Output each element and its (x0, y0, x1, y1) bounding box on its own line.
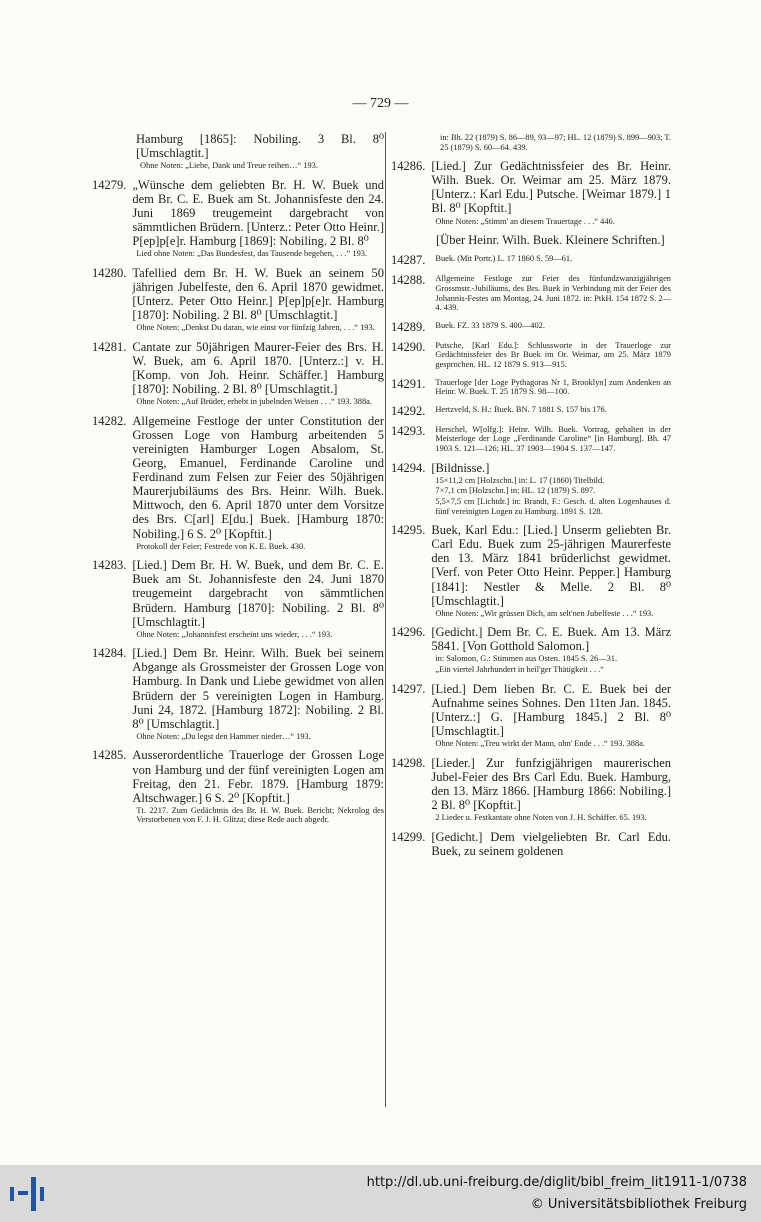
entry-body (136, 132, 384, 172)
entry-note: Hertzveld, S. H.: Buek. BN. 7 1881 S. 157 bis 176. (435, 404, 607, 414)
bibliography-entry (391, 461, 671, 517)
entry-note: Protokoll der Feier; Festrede von K. E. Buek. 430. (136, 541, 306, 551)
bibliography-entry (92, 178, 384, 260)
entry-number: 14282. (92, 413, 127, 428)
entry-body (431, 159, 671, 227)
bibliography-entry (391, 273, 671, 313)
entry-body (132, 748, 384, 826)
entry-text: [Lied.] Dem Br. H. W. Buek, und dem Br. C. E. Buek am St. Johannisfeste den 24. Juni 1870 treugemeint dargebracht von sämmtlichen Brüdern. Hamburg [1870]: Nobiling. 2 Bl. 8⁰ [Umschlagtit.] (132, 558, 384, 629)
bibliography-entry (391, 233, 671, 247)
bibliography-entry (92, 748, 384, 826)
entry-note: 7×7,1 cm [Holzschn.] in: HL. 12 (1879) S. 897. (435, 486, 596, 496)
entry-note: Trauerloge [der Loge Pythagoras Nr 1, Brooklyn] zum Andenken an Heinr. W. Buek. T. 25 1879 S. 98—100. (435, 377, 671, 397)
entry-text: [Gedicht.] Dem vielgeliebten Br. Carl Edu. Buek, zu seinem goldenen (431, 829, 671, 858)
bibliography-entry (391, 253, 671, 267)
entry-text: [Lied.] Zur Gedächtnissfeier des Br. Heinr. Wilh. Buek. Or. Weimar am 25. März 1879. [Unterz.: Karl Edu.] Putsche. [Weimar 1879.] 1 Bl. 8⁰ [Kopftit.] (431, 159, 671, 216)
entry-note: in: Bh. 22 (1879) S. 86—89, 93—97; HL. 12 (1879) S. 899—903; T. 25 (1879) S. 60—64. 439. (440, 133, 671, 152)
bibliography-entry (391, 404, 671, 418)
entry-body (436, 233, 671, 247)
entry-number: 14298. (391, 755, 426, 770)
entry-note: Lied ohne Noten: „Das Bundesfest, das Tausende begehen, . . .“ 193. (136, 249, 368, 259)
entry-body (431, 830, 671, 858)
bibliography-entry (92, 266, 384, 334)
bibliography-entry (391, 625, 671, 675)
entry-number: 14293. (391, 423, 426, 438)
bibliography-entry (391, 830, 671, 858)
entry-number: 14286. (391, 159, 426, 174)
bibliography-entry (391, 377, 671, 398)
entry-note: Ohne Noten: „Denkst Du daran, wie einst vor fünfzig Jahren, . . .“ 193. (136, 323, 375, 333)
entry-number: 14296. (391, 625, 426, 640)
entry-number: 14294. (391, 460, 426, 475)
entry-text: Ausserordentliche Trauerloge der Grossen Loge von Hamburg und der fünf vereinigten Logen am Freitag, den 21. Febr. 1879. [Hamburg 1879: Altschwager.] 6 S. 2⁰ [Kopftit.] (132, 748, 384, 805)
entry-text: [Bildnisse.] (431, 460, 490, 475)
entry-body (431, 404, 671, 418)
bibliography-entry (391, 523, 671, 619)
source-url-link[interactable]: http://dl.ub.uni-freiburg.de/diglit/bibl_freim_lit1911-1/0738 (366, 1175, 747, 1190)
entry-note: Herschel, W[olfg.]: Heinr. Wilh. Buek. Vortrag, gehalten in der Meisterloge der Loge „Ferdinande Caroline“ [in Hamburg]. Bh. 47 1903 S. 121—126; HL. 37 1903—1904 S. 137—147. (435, 424, 671, 454)
bibliography-entry (391, 756, 671, 824)
bibliography-entry (391, 320, 671, 334)
entry-text: [Lieder.] Zur funfzigjährigen maurerischen Jubel-Feier des Brs Carl Edu. Buek. Hamburg, den 13. März 1866. [Hamburg 1866: Nobiling.] 2 Bl. 8⁰ [Kopftit.] (431, 755, 671, 812)
bibliography-entry (92, 340, 384, 408)
entry-body (431, 340, 671, 371)
entry-note: Ohne Noten: „Auf Brüder, erhebt in jubelnden Weisen . . .“ 193. 388a. (136, 397, 372, 407)
entry-body (431, 625, 671, 675)
entry-number: 14297. (391, 681, 426, 696)
entry-number: 14284. (92, 646, 127, 661)
library-logo-icon (10, 1177, 44, 1211)
entry-body (132, 266, 384, 334)
entry-text: Allgemeine Festloge der unter Constitution der Grossen Loge von Hamburg arbeitenden 5 vereinigten Hamburger Logen Absalom, St. Georg, Emanuel, Ferdinande Caroline und Ferdinand zum Felsen zur Feier des 50jährigen Maurerjubiläums des Brs. Heinr. Wilh. Buek. Mittwoch, den 6. April 1870 unter dem Vorsitze des Brs. C[arl] E[du.] Buek. [Hamburg 1870: Nobiling.] 6 S. 2⁰ [Kopftit.] (132, 413, 384, 541)
bibliography-entry (391, 340, 671, 371)
left-column (92, 132, 384, 832)
copyright-notice: © Universitätsbibliothek Freiburg (530, 1197, 747, 1212)
bibliography-entry (391, 159, 671, 227)
entry-note: Buek. FZ. 33 1879 S. 400—402. (435, 320, 545, 330)
entry-body (431, 461, 671, 517)
entry-text: [Gedicht.] Dem Br. C. E. Buek. Am 13. März 5841. [Von Gotthold Salomon.] (431, 625, 671, 654)
entry-number: 14295. (391, 523, 426, 538)
entry-body (431, 424, 671, 455)
entry-note: 2 Lieder u. Festkantate ohne Noten von J. H. Schäffer. 65. 193. (435, 813, 647, 822)
entry-body (132, 558, 384, 640)
entry-note: Ohne Noten: „Du legst den Hammer nieder…“ 193. (136, 731, 311, 741)
bibliography-entry (92, 558, 384, 640)
entry-text: Hamburg [1865]: Nobiling. 3 Bl. 8⁰ [Umschlagtit.] (136, 132, 384, 161)
entry-number: 14289. (391, 319, 426, 334)
entry-body (132, 414, 384, 552)
entry-note: 5,5×7,5 cm [Lichtdr.] in: Brandt, F.: Gesch. d. alten Logenhauses d. fünf vereinigten Logen zu Hamburg. 1891 S. 128. (435, 496, 671, 516)
entry-number: 14291. (391, 376, 426, 391)
entry-body (431, 523, 671, 619)
entry-note: „Ein viertel Jahrhundert in heil'ger Thätigkeit . . .“ (435, 665, 604, 675)
entry-note: Allgemeine Festloge zur Feier des fünfundzwanzigjährigen Grossmstr.-Jubiläums, des Brs. Buek in Verbindung mit der Feier des Johannis-Festes am Montag, 24. Juni 1872. in: PtkH. 154 1872 S. 2—4. 439. (435, 274, 671, 313)
entry-number: 14290. (391, 339, 426, 354)
entry-note: Ohne Noten: „Liebe, Dank und Treue reihen…“ 193. (140, 161, 318, 171)
entry-text: [Über Heinr. Wilh. Buek. Kleinere Schriften.] (436, 233, 665, 248)
entry-note: Ohne Noten: „Johannisfest erscheint uns wieder, . . .“ 193. (136, 629, 333, 639)
entry-text: [Lied.] Dem lieben Br. C. E. Buek bei der Aufnahme seines Sohnes. Den 11ten Jan. 1845. [Unterz.:] G. [Hamburg 1845.] 2 Bl. 8⁰ [Umschlagtit.] (431, 681, 671, 738)
entry-body (431, 377, 671, 398)
entry-number: 14299. (391, 829, 426, 844)
column-divider (385, 132, 386, 1107)
bibliography-entry (391, 682, 671, 750)
entry-note: in: Salomon, G.: Stimmen aus Osten. 1845 S. 26—31. (435, 654, 618, 664)
entry-note: Putsche, [Karl Edu.]: Schlussworte in der Trauerloge zur Gedächtnissfeier des Br Buek im Or. Weimar, am 25. März 1879 gesprochen. HL. 12 1879 S. 913—915. (435, 340, 671, 369)
footer-bar (0, 1165, 761, 1222)
bibliography-entry (92, 414, 384, 552)
entry-number: 14283. (92, 558, 127, 573)
entry-text: „Wünsche dem geliebten Br. H. W. Buek und dem Br. C. E. Buek am St. Johannisfeste den 24. Juni 1869 treugemeint dargebracht von sämmtlichen Brüdern. [Unterz.: Peter Otto Heinr.] P[ep]p[e]r. Hamburg [1869]: Nobiling. 2 Bl. 8⁰ (132, 177, 384, 249)
entry-text: [Lied.] Dem Br. Heinr. Wilh. Buek bei seinem Abgange als Grossmeister der Grossen Loge von Hamburg. In Dank und Liebe gewidmet von allen Brüdern der 5 vereinigten Logen in Hamburg. Juni 24, 1872. [Hamburg 1872]: Nobiling. 2 Bl. 8⁰ [Umschlagtit.] (132, 646, 384, 731)
entry-number: 14287. (391, 253, 426, 268)
entry-body (431, 273, 671, 313)
entry-body (436, 132, 671, 153)
entry-text: Tafellied dem Br. H. W. Buek an seinem 50 jährigen Jubelfeste, den 6. April 1870 gewidmet. [Unterz. Peter Otto Heinr.] P[ep]p[e]r. Hamburg [1870]: Nobiling. 2 Bl. 8⁰ [Umschlagtit.] (132, 265, 384, 323)
page-number: — 729 — (352, 96, 409, 111)
entry-number: 14280. (92, 265, 127, 280)
bibliography-entry (391, 132, 671, 153)
entry-note: Ohne Noten: „Treu wirkt der Mann, ohn' Ende . . .“ 193. 388a. (435, 739, 645, 749)
entry-note: 15×11,2 cm [Holzschn.] in: L. 17 (1860) Titelbild. (435, 475, 605, 485)
entry-number: 14281. (92, 339, 127, 354)
entry-note: Ohne Noten: „Wir grüssen Dich, am selt'nen Jubelfeste . . .“ 193. (435, 608, 654, 618)
entry-body (431, 756, 671, 824)
entry-number: 14279. (92, 177, 127, 192)
entry-note: Ohne Noten: „Stimm' an diesem Trauertage . . .“ 446. (435, 216, 615, 226)
entry-number: 14285. (92, 748, 127, 763)
entry-text: Buek, Karl Edu.: [Lied.] Unserm geliebten Br. Carl Edu. Buek zum 25-jährigen Maurerfeste den 13. März 1841 brüderlichst gewidmet. [Verf. von Peter Otto Heinr. Pepper.] Hamburg [1841]: Nestler & Melle. 2 Bl. 8⁰ [Umschlagtit.] (431, 523, 671, 608)
entry-body (132, 340, 384, 408)
entry-number: 14292. (391, 403, 426, 418)
bibliography-entry (92, 646, 384, 742)
entry-body (431, 320, 671, 334)
entry-body (431, 253, 671, 267)
bibliography-entry (92, 132, 384, 172)
entry-body (132, 646, 384, 742)
entry-body (132, 178, 384, 260)
entry-note: Buek. (Mit Portr.) L. 17 1860 S. 59—61. (435, 254, 573, 264)
entry-text: Cantate zur 50jährigen Maurer-Feier des Brs. H. W. Buek, am 6. April 1870. [Unterz.:] v. H. [Komp. von Joh. Heinr. Schäffer.] Hamburg [1870]: Nobiling. 2 Bl. 8⁰ [Umschlagtit.] (132, 339, 384, 397)
entry-body (431, 682, 671, 750)
entry-note: Tt. 2217. Zum Gedächtnis des Br. H. W. Buek. Bericht; Nekrolog des Verstorbenen von F. J. H. Glitza; diese Rede auch abgedr. (136, 805, 384, 825)
right-column (391, 132, 671, 864)
entry-number: 14288. (391, 273, 426, 288)
bibliography-entry (391, 424, 671, 455)
